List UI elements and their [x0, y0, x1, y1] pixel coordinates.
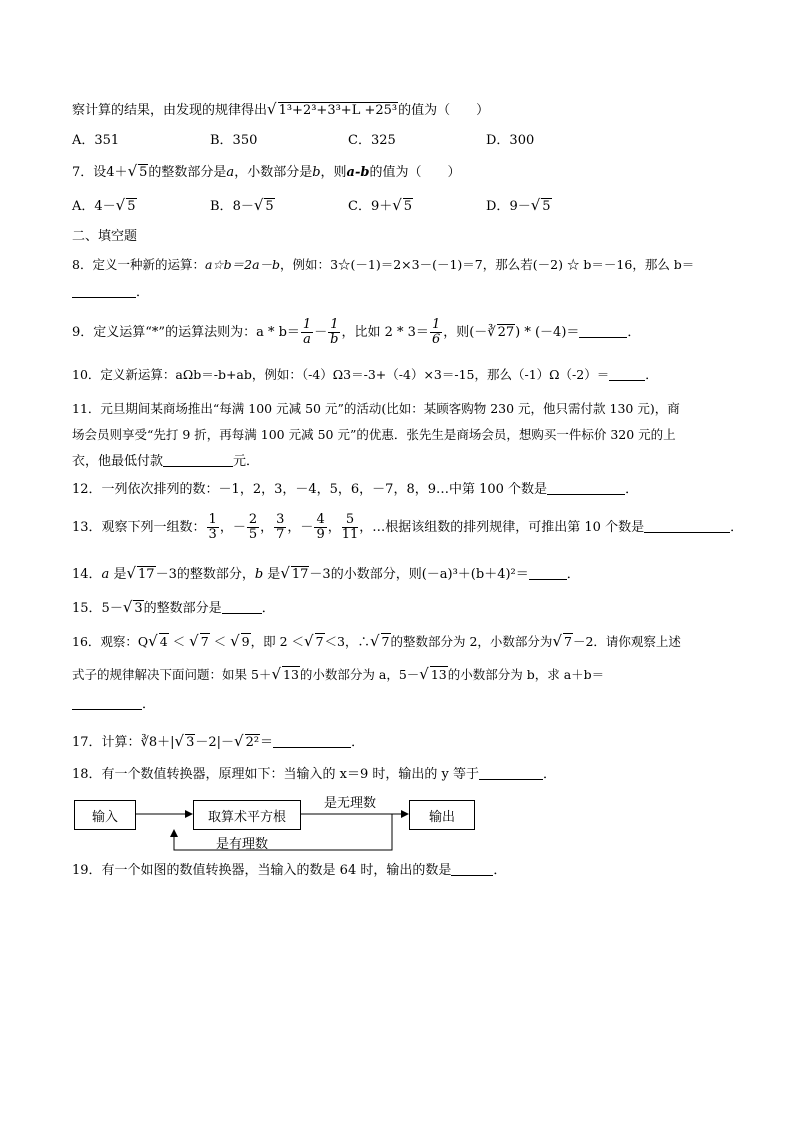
- q7-math: 4＋: [106, 165, 128, 180]
- q14-text3: 是: [263, 567, 281, 582]
- q13-sep: ，－: [287, 520, 314, 535]
- q13-fraction-num: 3: [276, 512, 285, 527]
- q16-lt: ＜: [168, 634, 190, 649]
- q14-num: 14．: [72, 567, 102, 582]
- q13-fraction-den: 5: [248, 527, 258, 542]
- q17-radical: 3: [186, 735, 195, 750]
- q11-text: 衣，他最低付款: [72, 454, 164, 469]
- question-11-line-2: 场会员则享受“先打 9 折，再每满 100 元减 50 元”的优惠．张先生是商场会员，想购买一件标价 320 元的上: [72, 427, 676, 442]
- question-6-tail: 察计算的结果，由发现的规律得出√ 1³+2³+3³+L +25³的值为（ ）: [72, 100, 490, 118]
- q19-text: 19．有一个如图的数值转换器，当输入的数是 64 时，输出的数是: [72, 863, 452, 878]
- question-18: 18．有一个数值转换器，原理如下：当输入的 x＝9 时，输出的 y 等于 ．: [72, 767, 557, 782]
- q7-opt-pre: 4－: [94, 199, 116, 214]
- q13-text: 13．观察下列一组数：: [72, 520, 206, 535]
- q17-radical-2: 2²: [245, 735, 260, 750]
- q16-text2: ，即 2 ＜: [250, 634, 305, 649]
- q16-rad-7d: 7: [564, 634, 572, 649]
- q10-text: 10．定义新运算：aΩb＝-b+ab，例如：（-4）Ω3＝-3+（-4）×3＝-15，那么（-1）Ω（-2）＝: [72, 367, 610, 382]
- q16-rad-7: 7: [200, 634, 209, 649]
- question-16-line-2: 式子的规律解决下面问题：如果 5＋√ 13的小数部分为 a，5－√ 13的小数部分为 b，求 a＋b＝: [72, 665, 605, 683]
- q16-rad-13b: 13: [430, 667, 447, 682]
- flow-output-box: 输出: [409, 800, 475, 830]
- q8-text3: ，那么若(－2) ☆ b＝－16，那么 b＝: [482, 257, 695, 272]
- q9-text: 9．定义运算“*”的运算法则为：a * b＝: [72, 325, 300, 340]
- q9-frac-1: [301, 318, 313, 347]
- q13-fraction: [274, 513, 286, 542]
- q9-answer-blank[interactable]: [579, 323, 627, 338]
- q9-text4: ) * (－4)＝: [515, 325, 580, 340]
- q11-answer-blank[interactable]: [163, 452, 233, 467]
- q17-cube-root: ∛8: [140, 735, 158, 750]
- q13-sep: ，: [260, 520, 274, 535]
- question-17: 17．计算：∛8＋|√ 3－2|－√ 2²＝ ．: [72, 732, 365, 750]
- q16-answer-blank[interactable]: [72, 695, 142, 710]
- q6-option-b[interactable]: B．350: [210, 133, 258, 148]
- q9-f1-den: a: [303, 332, 311, 347]
- q6-radical: 1³+2³+3³+L +25³: [278, 103, 398, 118]
- q16-text7: 的小数部分为 a，5－: [299, 667, 420, 682]
- q14-var-a: a: [101, 567, 110, 582]
- q16-text6: 式子的规律解决下面问题：如果 5＋: [72, 667, 272, 682]
- q16-text4: 的整数部分为 2，小数部分为: [390, 634, 553, 649]
- q18-answer-blank[interactable]: [479, 765, 543, 780]
- q7-text: 的整数部分是: [148, 165, 227, 180]
- question-13: 13．观察下列一组数： $\frac{1}{3}$ ，－ $\frac{2}{5}$ ， $\frac{3}{7}$ ，－ $\frac{4}{9}$ ， $\frac{5}{11}$ ，…根据该组数的排列规律，可推出第 10 个数是 ．: [72, 512, 744, 542]
- q7-opt-rad: 5: [542, 199, 551, 214]
- q19-answer-blank[interactable]: [451, 861, 493, 876]
- q9-frac-2: [328, 318, 340, 347]
- q8-text2: ，例如：: [280, 257, 331, 272]
- q7-opt-label: C．: [348, 199, 371, 214]
- q8-text: 8．定义一种新的运算：: [72, 257, 205, 272]
- q7-post: 的值为（ ）: [369, 165, 461, 180]
- q13-fraction-den: 7: [276, 527, 285, 542]
- q14-radical-2: 17: [291, 567, 309, 582]
- q13-fraction-den: 11: [341, 527, 359, 542]
- question-8: [72, 254, 732, 276]
- question-9: 9．定义运算“*”的运算法则为：a * b＝ $\frac{1}{a}$ － $\frac{1}{b}$ ，比如 2 * 3＝ $\frac{1}{6}$ ，则(－∛ 27) * (－4)＝ ．: [72, 317, 641, 347]
- q6-option-a[interactable]: A．351: [72, 133, 120, 148]
- q14-var-b: b: [254, 567, 264, 582]
- q14-answer-blank[interactable]: [529, 565, 567, 580]
- q13-fraction-num: 2: [248, 512, 258, 527]
- flow-process-box: 取算术平方根: [193, 800, 301, 830]
- q12-text: 12．一列依次排列的数：－1，2，3，－4，5，6，－7，8，9…中第 100 个数是: [72, 482, 548, 497]
- q7-var-b: b: [312, 165, 321, 180]
- q15-text2: 的整数部分是: [143, 601, 222, 616]
- q9-radicand: 27: [497, 325, 515, 340]
- q15-radical: 3: [134, 601, 143, 616]
- q16-answer-line: ．: [72, 694, 732, 716]
- question-11-line-3: [72, 451, 732, 473]
- q7-opt-label: B．: [210, 199, 233, 214]
- q13-fraction-den: 3: [208, 527, 217, 542]
- q13-sequence: [206, 512, 360, 542]
- q14-text2: －3的整数部分，: [155, 567, 255, 582]
- q17-eq: ＝: [260, 735, 274, 750]
- q7-opt-rad: 5: [127, 199, 136, 214]
- q16-rad-4: 4: [159, 634, 168, 649]
- q12-answer-blank[interactable]: [547, 480, 625, 495]
- q15-text: 15．5－: [72, 601, 123, 616]
- flow-label-irrational: 是无理数: [324, 796, 377, 811]
- q9-f1-num: 1: [302, 317, 312, 332]
- question-14: 14．a 是√ 17－3的整数部分，b 是√ 17－3的小数部分，则(－a)³＋(b＋4)²＝ ．: [72, 564, 580, 582]
- q16-rad-7b: 7: [315, 634, 324, 649]
- q6-text: 察计算的结果，由发现的规律得出: [72, 103, 268, 118]
- question-19: 19．有一个如图的数值转换器，当输入的数是 64 时，输出的数是 ．: [72, 863, 507, 878]
- q17-answer-blank[interactable]: [273, 733, 351, 748]
- q16-rad-7c: 7: [381, 634, 390, 649]
- q14-text4: －3的小数部分，则(－a)³＋(b＋4)²＝: [309, 567, 529, 582]
- q7-expr: a-b: [346, 165, 370, 180]
- q9-cube-root: ∛: [487, 325, 496, 340]
- question-7: 7．设4＋√ 5的整数部分是a，小数部分是b，则a-b的值为（ ）: [72, 162, 461, 180]
- q13-sep: ，－: [219, 520, 246, 535]
- flow-label-rational: 是有理数: [216, 837, 269, 852]
- q7-option-c[interactable]: C．9＋√ 5: [348, 196, 413, 214]
- q13-fraction: [342, 513, 359, 542]
- q13-text2: ，…根据该组数的排列规律，可推出第 10 个数是: [359, 520, 645, 535]
- q13-fraction: [314, 513, 326, 542]
- q16-text: 16．观察：Q: [72, 634, 149, 649]
- flow-input-box: 输入: [74, 800, 136, 830]
- question-16-line-1: 16．观察：Q√ 4 ＜ √ 7 ＜ √ 9，即 2 ＜√ 7＜3，∴√ 7的整数部分为 2，小数部分为√ 7－2．请你观察上述: [72, 632, 681, 650]
- q6-post: 的值为（ ）: [398, 103, 490, 118]
- q13-sep: ，: [327, 520, 341, 535]
- question-11-line-1: 11．元旦期间某商场推出“每满 100 元减 50 元”的活动(比如：某顾客购物 230 元，他只需付款 130 元)，商: [72, 401, 680, 416]
- q7-opt-pre: 9＋: [370, 199, 393, 214]
- q7-text3: ，则: [320, 165, 347, 180]
- q13-answer-blank[interactable]: [644, 518, 730, 533]
- q7-option-a[interactable]: A．4－√ 5: [72, 196, 136, 214]
- q7-opt-rad: 5: [403, 199, 413, 214]
- question-15: 15．5－√ 3的整数部分是 ．: [72, 598, 275, 616]
- q13-fraction: [247, 513, 259, 542]
- q9-minus: －: [314, 325, 328, 340]
- q7-opt-pre: 8－: [232, 199, 254, 214]
- q14-radical: 17: [138, 567, 155, 582]
- q16-rad-9: 9: [241, 634, 250, 649]
- q7-option-d[interactable]: D．9－√ 5: [486, 196, 551, 214]
- q16-text8: 的小数部分为 b，求 a＋b＝: [447, 667, 605, 682]
- q7-opt-label: D．: [486, 199, 510, 214]
- q14-text: 是: [109, 567, 127, 582]
- q17-text: 17．计算：: [72, 735, 141, 750]
- q18-text: 18．有一个数值转换器，原理如下：当输入的 x＝9 时，输出的 y 等于: [72, 767, 480, 782]
- section-heading: 二、填空题: [72, 229, 138, 244]
- q7-opt-pre: 9－: [509, 199, 531, 214]
- q13-fraction-den: 9: [316, 527, 325, 542]
- q16-text5: －2．请你观察上述: [572, 634, 681, 649]
- q16-rad-13: 13: [283, 667, 299, 682]
- q13-fraction-num: 4: [316, 512, 325, 527]
- q7-radical: 5: [139, 165, 148, 180]
- q7-opt-rad: 5: [265, 199, 274, 214]
- q6-option-d[interactable]: D．300: [486, 133, 535, 148]
- q7-option-b[interactable]: B．8－√ 5: [210, 196, 274, 214]
- q7-var-a: a: [226, 165, 235, 180]
- q13-fraction-num: 5: [342, 513, 359, 528]
- q9-f2-num: 1: [330, 317, 339, 332]
- q16-text3: ＜3，∴: [324, 634, 370, 649]
- q13-fraction: [207, 513, 219, 542]
- q10-answer-blank[interactable]: [609, 366, 645, 381]
- q7-num: 7．设: [72, 165, 107, 180]
- q9-f3-den: 6: [431, 332, 441, 347]
- q9-f2-den: b: [330, 332, 339, 347]
- q8-answer-line: ．: [72, 282, 732, 304]
- question-10: 10．定义新运算：aΩb＝-b+ab，例如：（-4）Ω3＝-3+（-4）×3＝-15，那么（-1）Ω（-2）＝ ．: [72, 367, 658, 382]
- q16-lt-2: ＜: [209, 634, 231, 649]
- question-12: 12．一列依次排列的数：－1，2，3，－4，5，6，－7，8，9…中第 100 个数是 ．: [72, 482, 639, 497]
- q7-text2: ，小数部分是: [234, 165, 313, 180]
- q9-text3: ，则(－: [443, 325, 488, 340]
- q15-answer-blank[interactable]: [222, 599, 262, 614]
- q6-option-c[interactable]: C．325: [348, 133, 396, 148]
- q13-fraction-num: 1: [208, 512, 217, 527]
- q8-example: 3☆(－1)＝2×3－(－1)＝7: [330, 257, 483, 272]
- q8-formula: a☆b＝2a－b: [204, 257, 281, 272]
- q9-frac-3: [430, 318, 442, 347]
- q11-unit: 元．: [233, 454, 260, 469]
- q7-opt-label: A．: [72, 199, 95, 214]
- q17-abs-close: －2|－: [195, 735, 234, 750]
- q9-text2: ，比如 2 * 3＝: [341, 325, 429, 340]
- q17-abs-open: ＋|: [157, 735, 175, 750]
- q9-f3-num: 1: [431, 317, 441, 332]
- q8-answer-blank[interactable]: [72, 283, 136, 298]
